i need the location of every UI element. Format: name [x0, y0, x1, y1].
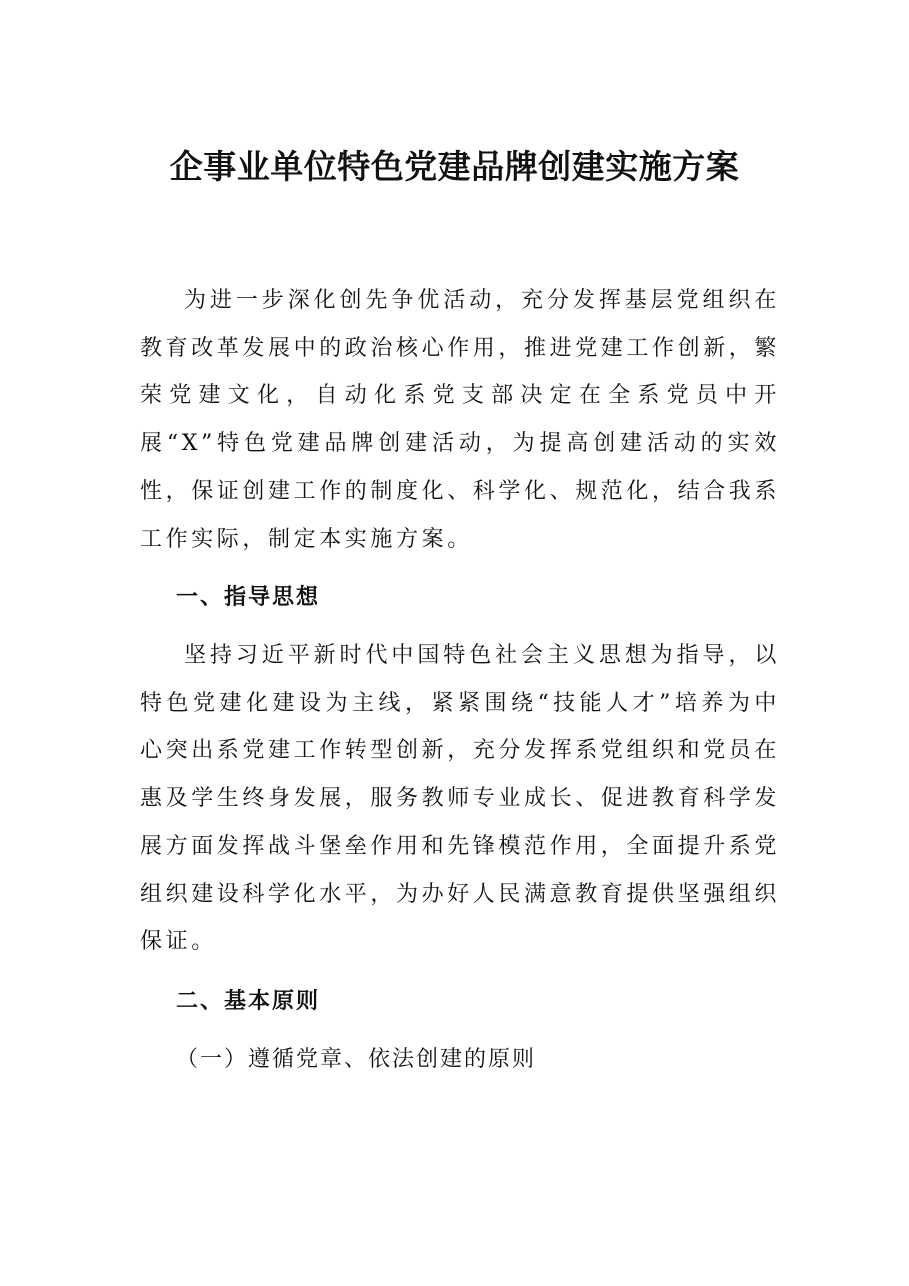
document-title: 企事业单位特色党建品牌创建实施方案 [169, 147, 740, 186]
guiding-ideology-paragraph: 坚持习近平新时代中国特色社会主义思想为指导，以特色党建化建设为主线，紧紧围绕“技能人才”培养为中心突出系党建工作转型创新，充分发挥系党组织和党员在惠及学生终身发展，服务教师专业成长、促进教育科学发展方面发挥战斗堡垒作用和先锋模范作用，全面提升系党组织建设科学化水平，为办好人民满意教育提供坚强组织保证。 [140, 643, 781, 955]
section-heading-guiding-ideology: 一、指导思想 [176, 584, 321, 610]
intro-paragraph: 为进一步深化创先争优活动，充分发挥基层党组织在教育改革发展中的政治核心作用，推进党建工作创新，繁荣党建文化，自动化系党支部决定在全系党员中开展“X”特色党建品牌创建活动，为提高创建活动的实效性，保证创建工作的制度化、科学化、规范化，结合我系工作实际，制定本实施方案。 [140, 288, 781, 552]
section-heading-basic-principles: 二、基本原则 [176, 988, 321, 1014]
subsection-heading-principle-1: （一）遵循党章、依法创建的原则 [176, 1047, 537, 1072]
